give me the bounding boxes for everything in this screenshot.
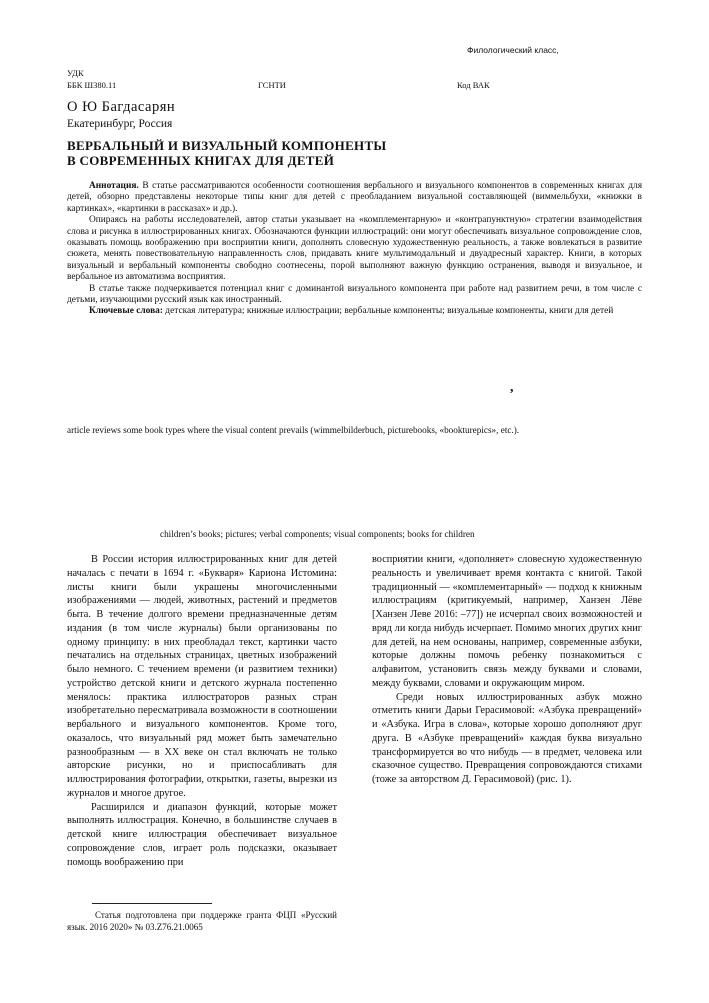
keywords-text: детская литература; книжные иллюстрации; вербальные компоненты; визуальные компоненты, книги для детей xyxy=(165,306,614,317)
stray-comma: , xyxy=(510,380,514,395)
journal-name: Филологический класс, xyxy=(467,45,559,55)
title-line-1: ВЕРБАЛЬНЫЙ И ВИЗУАЛЬНЫЙ КОМПОНЕНТЫ xyxy=(67,138,387,153)
english-keywords-fragment: children’s books; pictures; verbal components; visual components; books for children xyxy=(160,529,475,539)
article-title xyxy=(67,138,627,168)
body-paragraph: Расширился и диапазон функций, которые может выполнять иллюстрация. Конечно, в большинстве случаев в детской книге иллюстрация обеспечивает визуальное сопровождение слов, играет роль подсказки, оказывает помощь воображению при xyxy=(67,801,337,868)
abstract-paragraph-1 xyxy=(67,181,642,215)
abstract xyxy=(67,181,642,318)
english-abstract-fragment: article reviews some book types where the visual content prevails (wimmelbilderbuch, picturebooks, «bookturepics», etc.). xyxy=(67,425,520,435)
footnote-text: Статья подготовлена при поддержке гранта ФЦП «Русский язык. 2016 2020» № 03.Z76.21.0065 xyxy=(67,910,337,932)
body-column-right xyxy=(372,553,642,787)
title-line-2: В СОВРЕМЕННЫХ КНИГАХ ДЛЯ ДЕТЕЙ xyxy=(67,153,335,168)
abstract-paragraph-2: Опираясь на работы исследователей, автор статьи указывает на «комплементарную» и «контрапунктную» стратегии взаимодействия слова и рисунка в иллюстрированных книгах. Обозначаются функции иллюстраций: они могут обеспечивать визуальное сопровождение слов, оказывать помощь воображению при восприятии книги, дополнять словесную художественную реальность, а также вовлекаться в развитие сюжета, менять повествовательную направленность слов, придавать книге мультимодальный и двуадресный характер. Книги, в которых визуальный и вербальный компоненты свободно соотнесены, порой выполняют важную функцию остранения, выводя и визуальное, и вербальное из автоматизма восприятия. xyxy=(67,215,642,283)
abstract-text-1: В статье рассматриваются особенности соотношения вербального и визуального компонентов в современных книгах для детей, обзорно представлены некоторые типы книг для детей с преобладанием визуальной составляющей (виммельбухи, «книжки в картинках», «картинки в рассказах» и др.). xyxy=(67,181,643,214)
body-paragraph: восприятии книги, «дополняет» словесную художественную реальность и увеличивает время контакта с книгой. Такой традиционный — «комплементарный» — подход к книжным иллюстрациям (критикуемый, например, Ханзен Лёве [Ханзен Леве 2016: –77]) не исчерпал своих возможностей и вряд ли когда нибудь исчерпает. Помимо многих других книг для детей, на нем основаны, например, современные азбуки, которые должны помочь ребенку познакомиться с алфавитом, установить связь между буквами и словами, между буквами, словами и окружающим миром. xyxy=(372,554,642,689)
abstract-label: Аннотация. xyxy=(89,181,139,191)
body-paragraph: Среди новых иллюстрированных азбук можно отметить книги Дарьи Герасимовой: «Азбука превращений» и «Азбука. Игра в слова», которые хорошо дополняют друг друга. В «Азбуке превращений» каждая буква визуально трансформируется во что нибудь — в предмет, человека или сказочное существо. Превращения сопровождаются стихами (тоже за авторством Д. Герасимовой) (рис. 1). xyxy=(372,691,642,785)
body-column-left xyxy=(67,553,337,869)
udk-label: УДК xyxy=(67,68,84,78)
grnti-label: ГСНТИ xyxy=(258,80,286,90)
footnote xyxy=(67,910,337,933)
body-paragraph: В России история иллюстрированных книг для детей началась с печати в 1694 г. «Букваря» Кариона Истомина: листы книги были украшены многочисленными изображениями — людей, животных, растений и предметов быта. В течение долгого времени предназначенные детям издания (в том числе журналы) были организованы по одному принципу: в них преобладал текст, картинки часто печатались на отдельных страницах, цветных изображений было немного. С течением времени (и развитием техники) устройство детской книги и детского журнала постепенно менялось: практика иллюстраторов разных стран изобретательно пересматривала возможности в соотношении вербального и визуального компонентов. Кроме того, оказалось, что визуальный ряд может быть замечательно разнообразным — в XX веке он стал включать не только авторские рисунки, но и приспосабливать для иллюстрирования фотографии, открытки, газеты, вырезки из журналов и многое другое. xyxy=(67,554,337,799)
vak-code-label: Код ВАК xyxy=(457,80,490,90)
keywords xyxy=(67,306,642,317)
author-name: О Ю Багдасарян xyxy=(67,99,176,115)
keywords-label: Ключевые слова: xyxy=(89,306,163,317)
abstract-paragraph-3: В статье также подчеркивается потенциал книг с доминантой визуального компонента при работе над развитием речи, в том числе с детьми, изучающими русский язык как иностранный. xyxy=(67,283,642,306)
bbk-code: ББК Ш380.11 xyxy=(67,80,117,90)
footnote-divider xyxy=(92,903,212,904)
author-city: Екатеринбург, Россия xyxy=(67,118,173,130)
